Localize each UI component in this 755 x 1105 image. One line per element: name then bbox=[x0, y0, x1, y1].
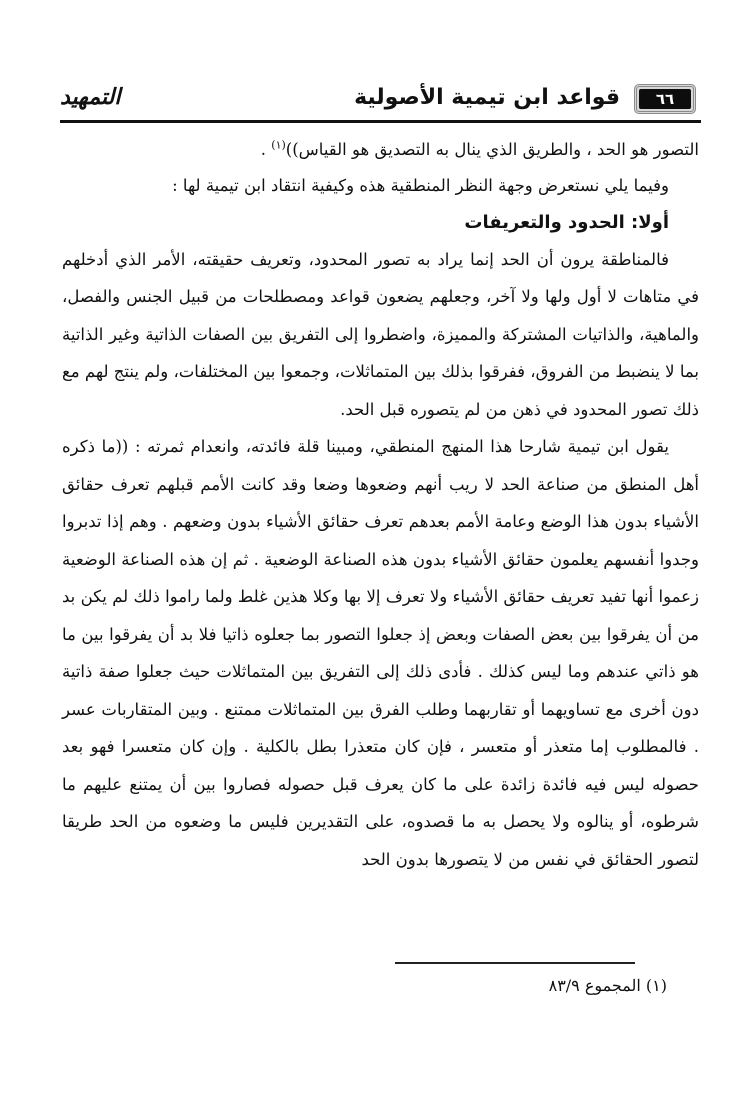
chapter-mark: التمهيد bbox=[60, 85, 121, 110]
page-body bbox=[62, 133, 699, 878]
footnote-separator bbox=[395, 962, 635, 964]
running-header bbox=[58, 80, 702, 122]
footnote-marker: (١) bbox=[645, 976, 667, 995]
section-heading: أولا: الحدود والتعريفات bbox=[464, 211, 669, 233]
footnote-text: المجموع ٨٣/٩ bbox=[548, 976, 641, 995]
body-paragraph-1: فالمناطقة يرون أن الحد إنما يراد به تصور المحدود، وتعريف حقيقته، الأمر الذي أدخلهم في متاهات لا أول ولها ولا آخر، وجعلهم يضعون قواعد ومصطلحات من قبيل الجنس والفصل، والماهية، والذاتيات المشتركة والمميزة، واضطروا إلى التفريق بين الصفات الذاتية وغير الذاتية بما لا ينضبط من الفروق، ففرقوا بذلك بين المتماثلات، وجمعوا بين المختلفات، ولم ينتج لهم مع ذلك تصور المحدود في ذهن من لم يتصوره قبل الحد. bbox=[62, 249, 699, 419]
opening-fragment: التصور هو الحد ، والطريق الذي ينال به التصديق هو القياس)) bbox=[285, 140, 699, 159]
book-title: قواعد ابن تيمية الأصولية bbox=[354, 85, 620, 110]
footnote-1 bbox=[549, 972, 667, 1000]
body-paragraph-2-quote: يقول ابن تيمية شارحا هذا المنهج المنطقي، ومبينا قلة فائدته، وانعدام ثمرته : ((ما ذكره أهل المنطق من صناعة الحد لا ريب أنهم وضعوها وضعا وقد كانت الأمم قبلهم تعرف حقائق الأشياء بدون هذا الوضع وعامة الأمم بعدهم تعرف حقائق الأشياء بدون وضعهم . وهم إذا تدبروا وجدوا أنفسهم يعلمون حقائق الأشياء بدون هذه الصناعة الوضعية . ثم إن هذه الصناعة الوضعية زعموا أنها تفيد تعريف حقائق الأشياء ولا تعرف إلا بها وكلا هذين غلط ولما راموا ذلك لم يكن بد من أن يفرقوا بين بعض الصفات وبعض إذ جعلوا التصور بما جعلوه ذاتيا فلا بد أن يفرقوا بين ما هو ذاتي عندهم وما ليس كذلك . فأدى ذلك إلى التفريق بين المتماثلات حيث جعلوا صفة ذاتية دون أخرى مع تساويهما أو تقاربهما وطلب الفرق بين المتماثلات ممتنع . وبين المتقاربات عسر . فالمطلوب إما متعذر أو متعسر ، فإن كان متعذرا بطل بالكلية . وإن كان متعسرا فهو بعد حصوله ليس فيه فائدة زائدة على ما كان يعرف قبل حصوله فصاروا بين أن يمتنع عليهم ما شرطوه، أو ينالوه ولا يحصل به ما قصدوه، على التقديرين فليس ما وضعوه من الحد طريقا لتصور الحقائق في نفس من لا يتصورها بدون الحد bbox=[62, 437, 699, 869]
intro-paragraph: وفيما يلي نستعرض وجهة النظر المنطقية هذه وكيفية انتقاد ابن تيمية لها : bbox=[172, 176, 669, 195]
opening-end: . bbox=[260, 140, 272, 159]
page-number-badge bbox=[634, 84, 696, 114]
opening-fragment-paragraph bbox=[62, 133, 699, 167]
page-number: ٦٦ bbox=[639, 89, 691, 109]
header-rule bbox=[60, 120, 701, 123]
footnote-reference: (١) bbox=[271, 138, 286, 152]
